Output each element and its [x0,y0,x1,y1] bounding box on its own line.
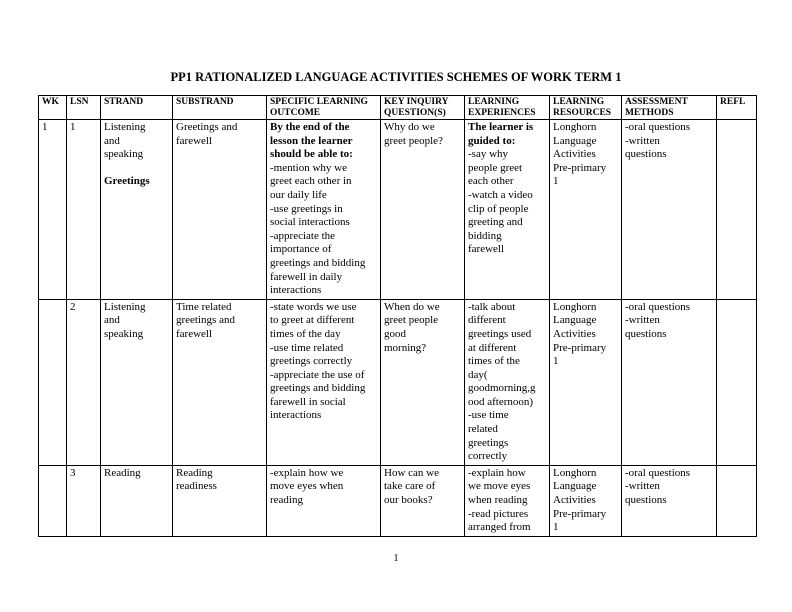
cell-le [465,120,550,300]
cell-strand: Reading [101,465,173,536]
cell-slo: -state words we use to greet at different times of the day -use time related greetings correctly -appreciate the use of greetings and bidding farewell in social interactions [267,299,381,465]
cell-substrand: Time related greetings and farewell [173,299,267,465]
header-am: ASSESSMENT METHODS [622,96,717,120]
header-substrand: SUBSTRAND [173,96,267,120]
header-kiq: KEY INQUIRY QUESTION(S) [381,96,465,120]
cell-strand [101,120,173,300]
cell-lsn: 2 [67,299,101,465]
cell-lr: Longhorn Language Activities Pre-primary 1 [550,299,622,465]
cell-am: -oral questions -written questions [622,120,717,300]
table-row [39,299,757,465]
header-lsn: LSN [67,96,101,120]
slo-intro: By the end of the lesson the learner should be able to: [270,121,353,161]
header-row [39,96,757,120]
cell-kiq: When do we greet people good morning? [381,299,465,465]
strand-subtitle: Greetings [104,175,150,188]
cell-slo: -explain how we move eyes when reading [267,465,381,536]
table-row [39,465,757,536]
schemes-of-work-table [38,95,757,537]
strand-text: Listening and speaking [104,121,146,161]
header-wk: WK [39,96,67,120]
header-strand: STRAND [101,96,173,120]
cell-substrand: Greetings and farewell [173,120,267,300]
cell-le: -explain how we move eyes when reading -read pictures arranged from [465,465,550,536]
cell-lsn: 1 [67,120,101,300]
cell-refl [717,120,757,300]
cell-refl [717,465,757,536]
cell-am: -oral questions -written questions [622,299,717,465]
cell-kiq: Why do we greet people? [381,120,465,300]
cell-substrand: Reading readiness [173,465,267,536]
page-number: 1 [393,553,399,564]
table-row [39,120,757,300]
cell-wk [39,299,67,465]
cell-le: -talk about different greetings used at different times of the day( goodmorning,g ood afternoon) -use time related greetings correctly [465,299,550,465]
cell-slo [267,120,381,300]
header-lr: LEARNING RESOURCES [550,96,622,120]
le-intro: The learner is guided to: [468,121,534,147]
cell-lsn: 3 [67,465,101,536]
cell-strand: Listening and speaking [101,299,173,465]
slo-text: -mention why we greet each other in our daily life -use greetings in social interactions -appreciate the importance of greetings and bidding farewell in daily interactions [270,161,366,297]
cell-lr: Longhorn Language Activities Pre-primary 1 [550,465,622,536]
header-slo: SPECIFIC LEARNING OUTCOME [267,96,381,120]
le-text: -say why people greet each other -watch a video clip of people greeting and bidding farewell [468,148,533,256]
document-title: PP1 RATIONALIZED LANGUAGE ACTIVITIES SCHEMES OF WORK TERM 1 [170,70,622,84]
cell-wk [39,465,67,536]
cell-refl [717,299,757,465]
header-le: LEARNING EXPERIENCES [465,96,550,120]
cell-am: -oral questions -written questions [622,465,717,536]
cell-kiq: How can we take care of our books? [381,465,465,536]
header-refl: REFL [717,96,757,120]
cell-wk: 1 [39,120,67,300]
cell-lr: Longhorn Language Activities Pre-primary 1 [550,120,622,300]
